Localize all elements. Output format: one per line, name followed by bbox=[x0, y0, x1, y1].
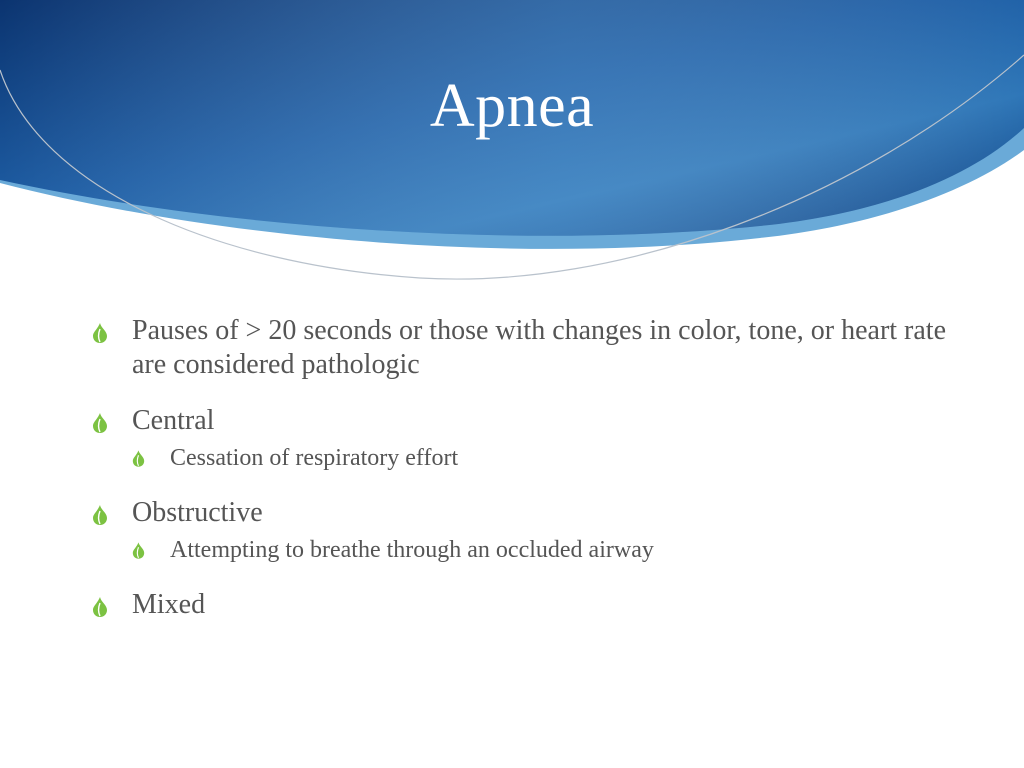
bullet-text: Pauses of > 20 seconds or those with changes in color, tone, or heart rate are considered pathologic bbox=[132, 315, 947, 380]
bullet-text: Central bbox=[132, 405, 215, 436]
sub-bullet-item bbox=[132, 534, 952, 566]
leaf-bullet-icon bbox=[132, 542, 145, 559]
leaf-bullet-icon bbox=[92, 597, 108, 617]
leaf-bullet-icon bbox=[92, 413, 108, 433]
sub-bullet-list bbox=[132, 534, 952, 566]
bullet-item bbox=[92, 496, 952, 566]
bullet-text: Obstructive bbox=[132, 497, 263, 528]
header-wave-graphic bbox=[0, 0, 1024, 300]
leaf-bullet-icon bbox=[92, 323, 108, 343]
bullet-item bbox=[92, 404, 952, 474]
bullet-item bbox=[92, 314, 952, 382]
sub-bullet-text: Attempting to breathe through an occluded airway bbox=[170, 537, 654, 563]
bullet-list bbox=[92, 314, 952, 644]
sub-bullet-item bbox=[132, 442, 952, 474]
leaf-bullet-icon bbox=[92, 505, 108, 525]
slide-title: Apnea bbox=[429, 72, 595, 140]
bullet-item bbox=[92, 588, 952, 622]
sub-bullet-text: Cessation of respiratory effort bbox=[170, 445, 459, 471]
leaf-bullet-icon bbox=[132, 450, 145, 467]
sub-bullet-list bbox=[132, 442, 952, 474]
bullet-text: Mixed bbox=[132, 589, 206, 620]
